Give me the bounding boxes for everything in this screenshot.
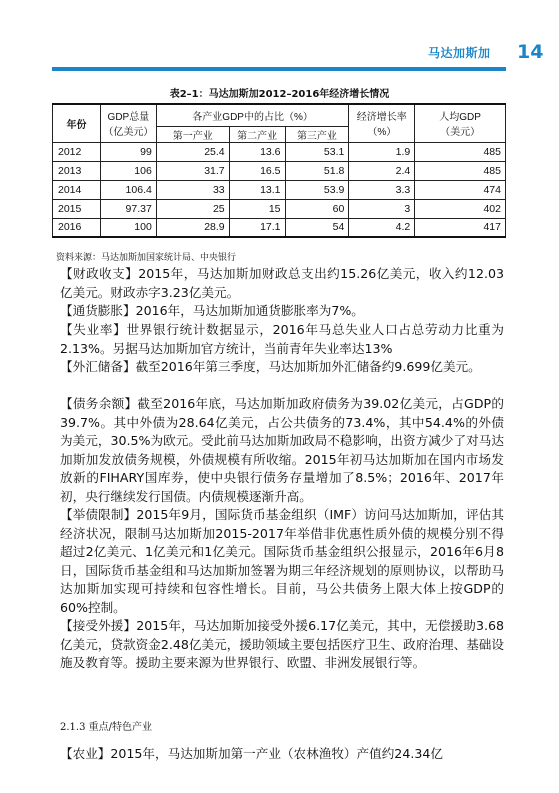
header-per-capita: [415, 104, 506, 142]
cell-tertiary: 60: [285, 199, 349, 218]
paragraph-text: 截至2016年底，马达加斯加政府债务为39.02亿美元，占GDP的39.7%。其中外债为28.64亿美元，占公共债务的73.4%，其中54.4%的外债为美元，30.5%为欧元。受此前马达加斯加政局不稳影响，出资方减少了对马达加斯加发放债务规模，外债规模有所收缩。2015年初马达加斯加在国内市场发放新的FIHARY国库券，使中央银行债务存量增加了8.5%；2016年、2017年初，央行继续发行国债。内债规模逐渐升高。: [60, 396, 505, 504]
cell-year: 2014: [53, 180, 101, 199]
table-row: [53, 199, 506, 218]
cell-tertiary: 53.1: [285, 142, 349, 161]
header-primary: 第一产业: [156, 126, 229, 142]
cell-year: 2013: [53, 161, 101, 180]
cell-per-capita: 485: [415, 161, 506, 180]
cell-year: 2012: [53, 142, 101, 161]
header-industry-share: 各产业GDP中的占比（%）: [156, 104, 349, 126]
cell-growth: 3.3: [349, 180, 415, 199]
cell-gdp: 99: [100, 142, 156, 161]
page-number: 14: [517, 41, 544, 63]
paragraph-tag: 【外汇储备】: [60, 359, 136, 374]
cell-growth: 3: [349, 199, 415, 218]
paragraph-text: 世界银行统计数据显示，2016年马总失业人口占总劳动力比重为2.13%。另据马达加斯加官方统计，当前青年失业率达13%: [60, 322, 504, 356]
header-gdp-total-line2: （亿美元）: [103, 127, 154, 139]
paragraph-fiscal: [60, 265, 504, 302]
paragraph-tag: 【接受外援】: [60, 618, 137, 633]
table-row: [53, 180, 506, 199]
paragraph-tag: 【债务余额】: [60, 396, 138, 411]
paragraph-text: 截至2016年第三季度，马达加斯加外汇储备约9.699亿美元。: [135, 359, 481, 374]
cell-growth: 1.9: [349, 142, 415, 161]
table-row: [53, 142, 506, 161]
cell-tertiary: 54: [285, 218, 349, 237]
cell-primary: 25: [156, 199, 229, 218]
table-row: [53, 218, 506, 237]
header-growth-line1: 经济增长率: [356, 112, 407, 124]
cell-gdp: 97.37: [100, 199, 156, 218]
paragraph-tag: 【财政收支】: [60, 266, 139, 281]
table-row: [53, 161, 506, 180]
paragraph-unemployment: [60, 321, 504, 358]
paragraph-text: 2015年，马达加斯加接受外援6.17亿美元，其中，无偿援助3.68亿美元，贷款资金2.48亿美元，援助领域主要包括医疗卫生、政府治理、基础设施及教育等。援助主要来源为世界银行、欧盟、非洲发展银行等。: [60, 618, 505, 670]
paragraph-agriculture: [60, 745, 504, 764]
cell-gdp: 100: [100, 218, 156, 237]
cell-per-capita: 417: [415, 218, 506, 237]
paragraph-inflation: [60, 302, 504, 321]
cell-tertiary: 53.9: [285, 180, 349, 199]
paragraph-debt-balance: [60, 395, 504, 506]
table-source-note: 资料来源：马达加斯加国家统计局、中央银行: [56, 253, 237, 263]
paragraph-text: 2015年，马达加斯加第一产业（农林渔牧）产值约24.34亿: [110, 746, 443, 761]
header-secondary: 第二产业: [229, 126, 285, 142]
cell-primary: 33: [156, 180, 229, 199]
header-year: 年份: [53, 104, 101, 142]
paragraph-borrowing-limit: [60, 506, 504, 617]
header-growth-line2: （%）: [367, 127, 397, 139]
cell-secondary: 15: [229, 199, 285, 218]
header-gdp-total: [100, 104, 156, 142]
paragraph-reserves: [60, 358, 504, 377]
paragraph-foreign-aid: [60, 617, 504, 673]
cell-year: 2016: [53, 218, 101, 237]
header-per-capita-line1: 人均GDP: [439, 112, 481, 124]
cell-growth: 4.2: [349, 218, 415, 237]
header-rule: [52, 67, 506, 71]
cell-per-capita: 402: [415, 199, 506, 218]
paragraph-text: 2016年，马达加斯加通货膨胀率为7%。: [135, 303, 364, 318]
header-tertiary: 第三产业: [285, 126, 349, 142]
running-header-country: 马达加斯加: [428, 46, 491, 60]
cell-gdp: 106: [100, 161, 156, 180]
cell-secondary: 16.5: [229, 161, 285, 180]
paragraph-tag: 【农业】: [60, 746, 111, 761]
paragraph-tag: 【失业率】: [60, 322, 127, 337]
table-title: 表2–1：马达加斯加2012–2016年经济增长情况: [169, 89, 390, 100]
paragraph-text: 2015年9月，国际货币基金组织（IMF）访问马达加斯加，评估其经济状况，限制马达加斯加2015-2017年举借非优惠性质外债的规模分别不得超过2亿美元、1亿美元和1亿美元。国际货币基金组织公报显示，2016年6月8日，国际货币基金组和马达加斯加签署为期三年经济规划的原则协议，以帮助马达加斯加实现可持续和包容性增长。目前，马公共债务上限大体上按GDP的60%控制。: [60, 507, 505, 615]
paragraph-tag: 【通货膨胀】: [60, 303, 136, 318]
cell-growth: 2.4: [349, 161, 415, 180]
cell-primary: 25.4: [156, 142, 229, 161]
cell-gdp: 106.4: [100, 180, 156, 199]
cell-primary: 31.7: [156, 161, 229, 180]
cell-primary: 28.9: [156, 218, 229, 237]
header-gdp-total-line1: GDP总量: [107, 112, 150, 124]
cell-secondary: 17.1: [229, 218, 285, 237]
paragraph-tag: 【举债限制】: [60, 507, 137, 522]
cell-year: 2015: [53, 199, 101, 218]
cell-per-capita: 485: [415, 142, 506, 161]
cell-secondary: 13.6: [229, 142, 285, 161]
paragraph-text: 2015年，马达加斯加财政总支出约15.26亿美元，收入约12.03亿美元。财政赤字3.23亿美元。: [60, 266, 504, 300]
section-heading: 2.1.3 重点/特色产业: [60, 722, 152, 733]
cell-tertiary: 51.8: [285, 161, 349, 180]
header-per-capita-line2: （美元）: [440, 127, 481, 139]
header-growth-rate: [349, 104, 415, 142]
economic-growth-table: [52, 103, 506, 238]
cell-per-capita: 474: [415, 180, 506, 199]
cell-secondary: 13.1: [229, 180, 285, 199]
